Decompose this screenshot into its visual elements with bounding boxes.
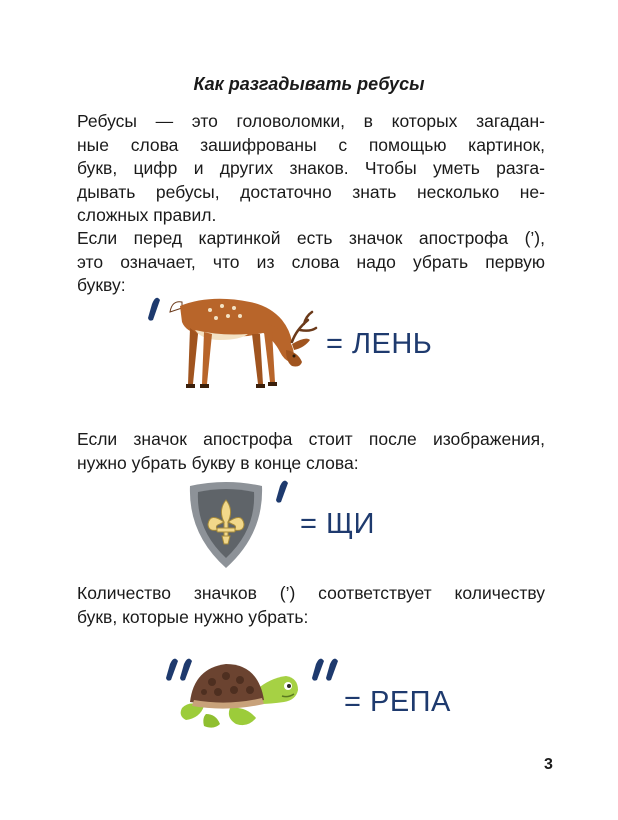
text-line: это означает, что из слова надо убрать первую [77, 251, 545, 272]
intro-paragraph [77, 110, 545, 228]
rule-first-letter-paragraph [77, 227, 545, 298]
answer-shchi: = ЩИ [300, 508, 376, 540]
page-number: 3 [544, 756, 553, 773]
double-apostrophe-mark [312, 659, 338, 681]
text-line: Если перед картинкой есть значок апострофа (’), [77, 228, 545, 248]
deer-icon [170, 299, 316, 388]
deer-rebus [140, 290, 325, 390]
text-line: нужно убрать букву в конце слова: [77, 452, 359, 473]
text-line: ные слова зашифрованы с помощью картинок, [77, 134, 545, 155]
double-apostrophe-mark [166, 659, 192, 681]
answer-repa: = РЕПА [344, 686, 451, 718]
text-line: букву: [77, 275, 126, 295]
shield-rebus [186, 478, 298, 570]
apostrophe-mark [276, 481, 288, 503]
rule-last-letter-paragraph [77, 428, 545, 475]
text-line: букв, цифр и других знаков. Чтобы уметь разга- [77, 158, 545, 178]
turtle-icon [181, 664, 298, 728]
apostrophe-mark [148, 298, 160, 321]
text-line: букв, которые нужно убрать: [77, 606, 309, 627]
page-title: Как разгадывать ребусы [193, 74, 425, 94]
turtle-rebus [160, 656, 340, 736]
text-line: Если значок апострофа стоит после изображения, [77, 429, 545, 449]
shield-icon [190, 482, 262, 568]
rule-count-paragraph [77, 582, 545, 629]
text-line: дывать ребусы, достаточно знать несколько не- [77, 181, 545, 202]
answer-len: = ЛЕНЬ [326, 328, 433, 360]
text-line: Количество значков (’) соответствует количеству [77, 583, 545, 603]
text-line: сложных правил. [77, 205, 217, 225]
text-line: Ребусы — это головоломки, в которых загадан- [77, 111, 545, 131]
